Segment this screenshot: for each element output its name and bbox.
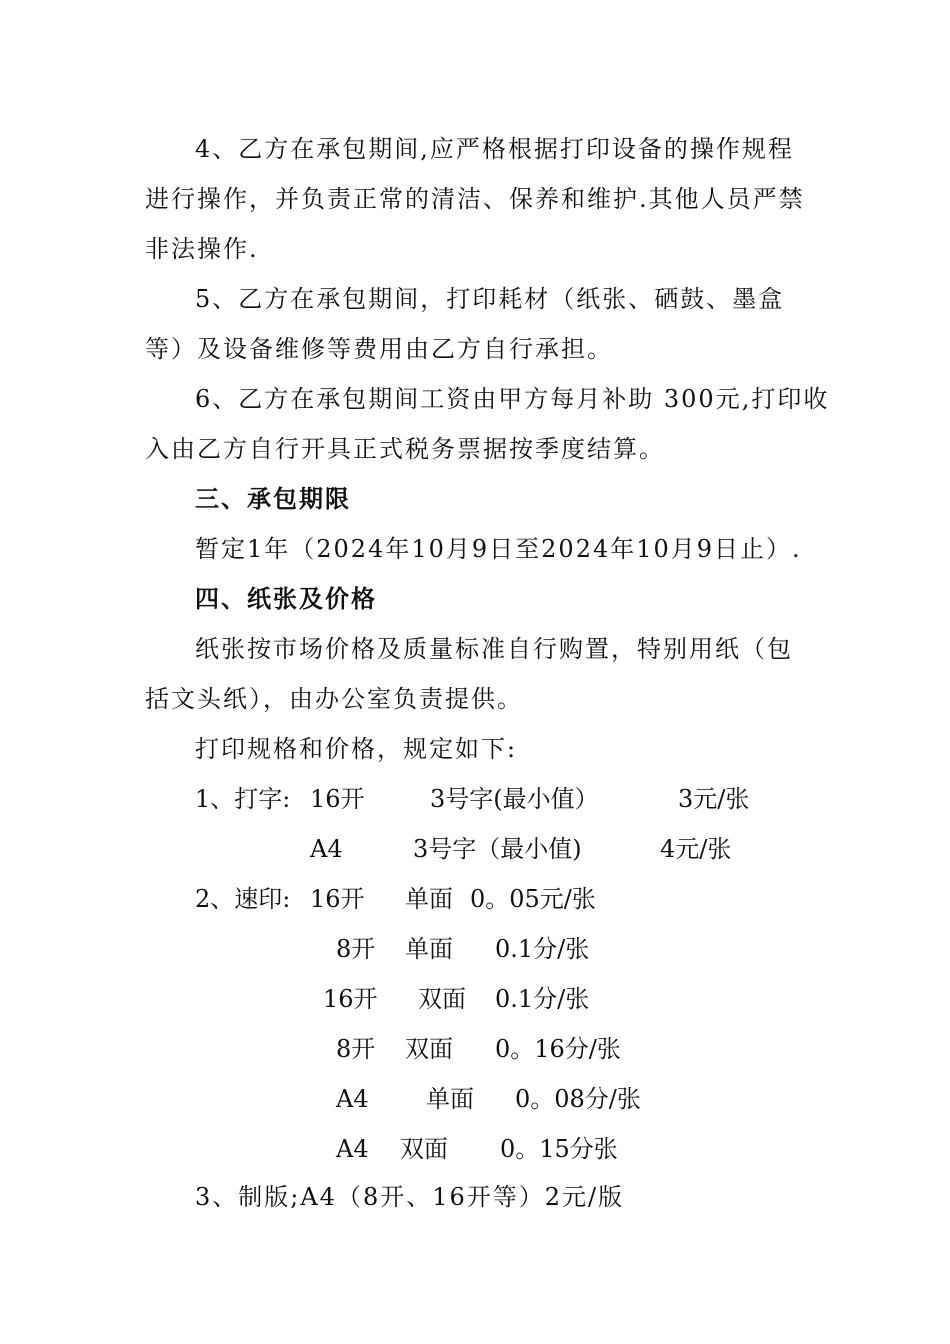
typing-row-1-size: 16开: [310, 785, 365, 813]
quickprint-row-3-size: 16开: [323, 985, 378, 1013]
paragraph-4-line-1: 4、乙方在承包期间,应严格根据打印设备的操作规程: [195, 135, 794, 163]
quickprint-row-2-size: 8开: [336, 935, 376, 963]
quickprint-row-6-price: 0。15分张: [500, 1135, 618, 1163]
pricing-intro: 打印规格和价格，规定如下:: [195, 735, 518, 763]
platemaking-line: 3、制版;A4（8开、16开等）2元/版: [195, 1183, 625, 1211]
typing-row-1-font: 3号字(最小值）: [430, 785, 599, 813]
paragraph-6-line-2: 入由乙方自行开具正式税务票据按季度结算。: [145, 435, 665, 463]
section-4-para-line-2: 括文头纸），由办公室负责提供。: [145, 685, 523, 713]
typing-row-2-font: 3号字（最小值): [413, 835, 582, 863]
section-4-heading: 四、纸张及价格: [195, 584, 377, 613]
quickprint-row-4-price: 0。16分/张: [495, 1035, 621, 1063]
quickprint-row-1-price: 0。05元/张: [470, 885, 596, 913]
quickprint-row-2-side: 单面: [405, 935, 453, 963]
quickprint-row-3-side: 双面: [418, 985, 466, 1013]
paragraph-6-line-1: 6、乙方在承包期间工资由甲方每月补助 300元,打印收: [195, 385, 830, 413]
typing-row-1-price: 3元/张: [678, 785, 750, 813]
typing-label: 1、打字:: [195, 785, 291, 813]
quickprint-row-6-size: A4: [336, 1135, 369, 1163]
quickprint-row-4-side: 双面: [405, 1035, 453, 1063]
typing-row-2-size: A4: [310, 835, 343, 863]
section-3-text: 暂定1年（2024年10月9日至2024年10月9日止）.: [195, 535, 802, 563]
section-3-heading: 三、承包期限: [195, 484, 351, 513]
quickprint-row-5-size: A4: [336, 1085, 369, 1113]
quickprint-row-5-side: 单面: [426, 1085, 474, 1113]
quickprint-row-4-size: 8开: [336, 1035, 376, 1063]
paragraph-5-line-1: 5、乙方在承包期间，打印耗材（纸张、硒鼓、墨盒: [195, 285, 785, 313]
paragraph-4-line-2: 进行操作，并负责正常的清洁、保养和维护.其他人员严禁: [145, 185, 805, 213]
quickprint-row-6-side: 双面: [400, 1135, 448, 1163]
quickprint-row-5-price: 0。08分/张: [515, 1085, 641, 1113]
typing-row-2-price: 4元/张: [660, 835, 732, 863]
paragraph-4-line-3: 非法操作.: [145, 235, 259, 263]
quickprint-row-3-price: 0.1分/张: [495, 985, 590, 1013]
quickprint-label: 2、速印:: [195, 885, 291, 913]
quickprint-row-1-side: 单面: [405, 885, 453, 913]
section-4-para-line-1: 纸张按市场价格及质量标准自行购置，特别用纸（包: [195, 635, 793, 663]
paragraph-5-line-2: 等）及设备维修等费用由乙方自行承担。: [145, 335, 613, 363]
quickprint-row-1-size: 16开: [310, 885, 365, 913]
quickprint-row-2-price: 0.1分/张: [495, 935, 590, 963]
